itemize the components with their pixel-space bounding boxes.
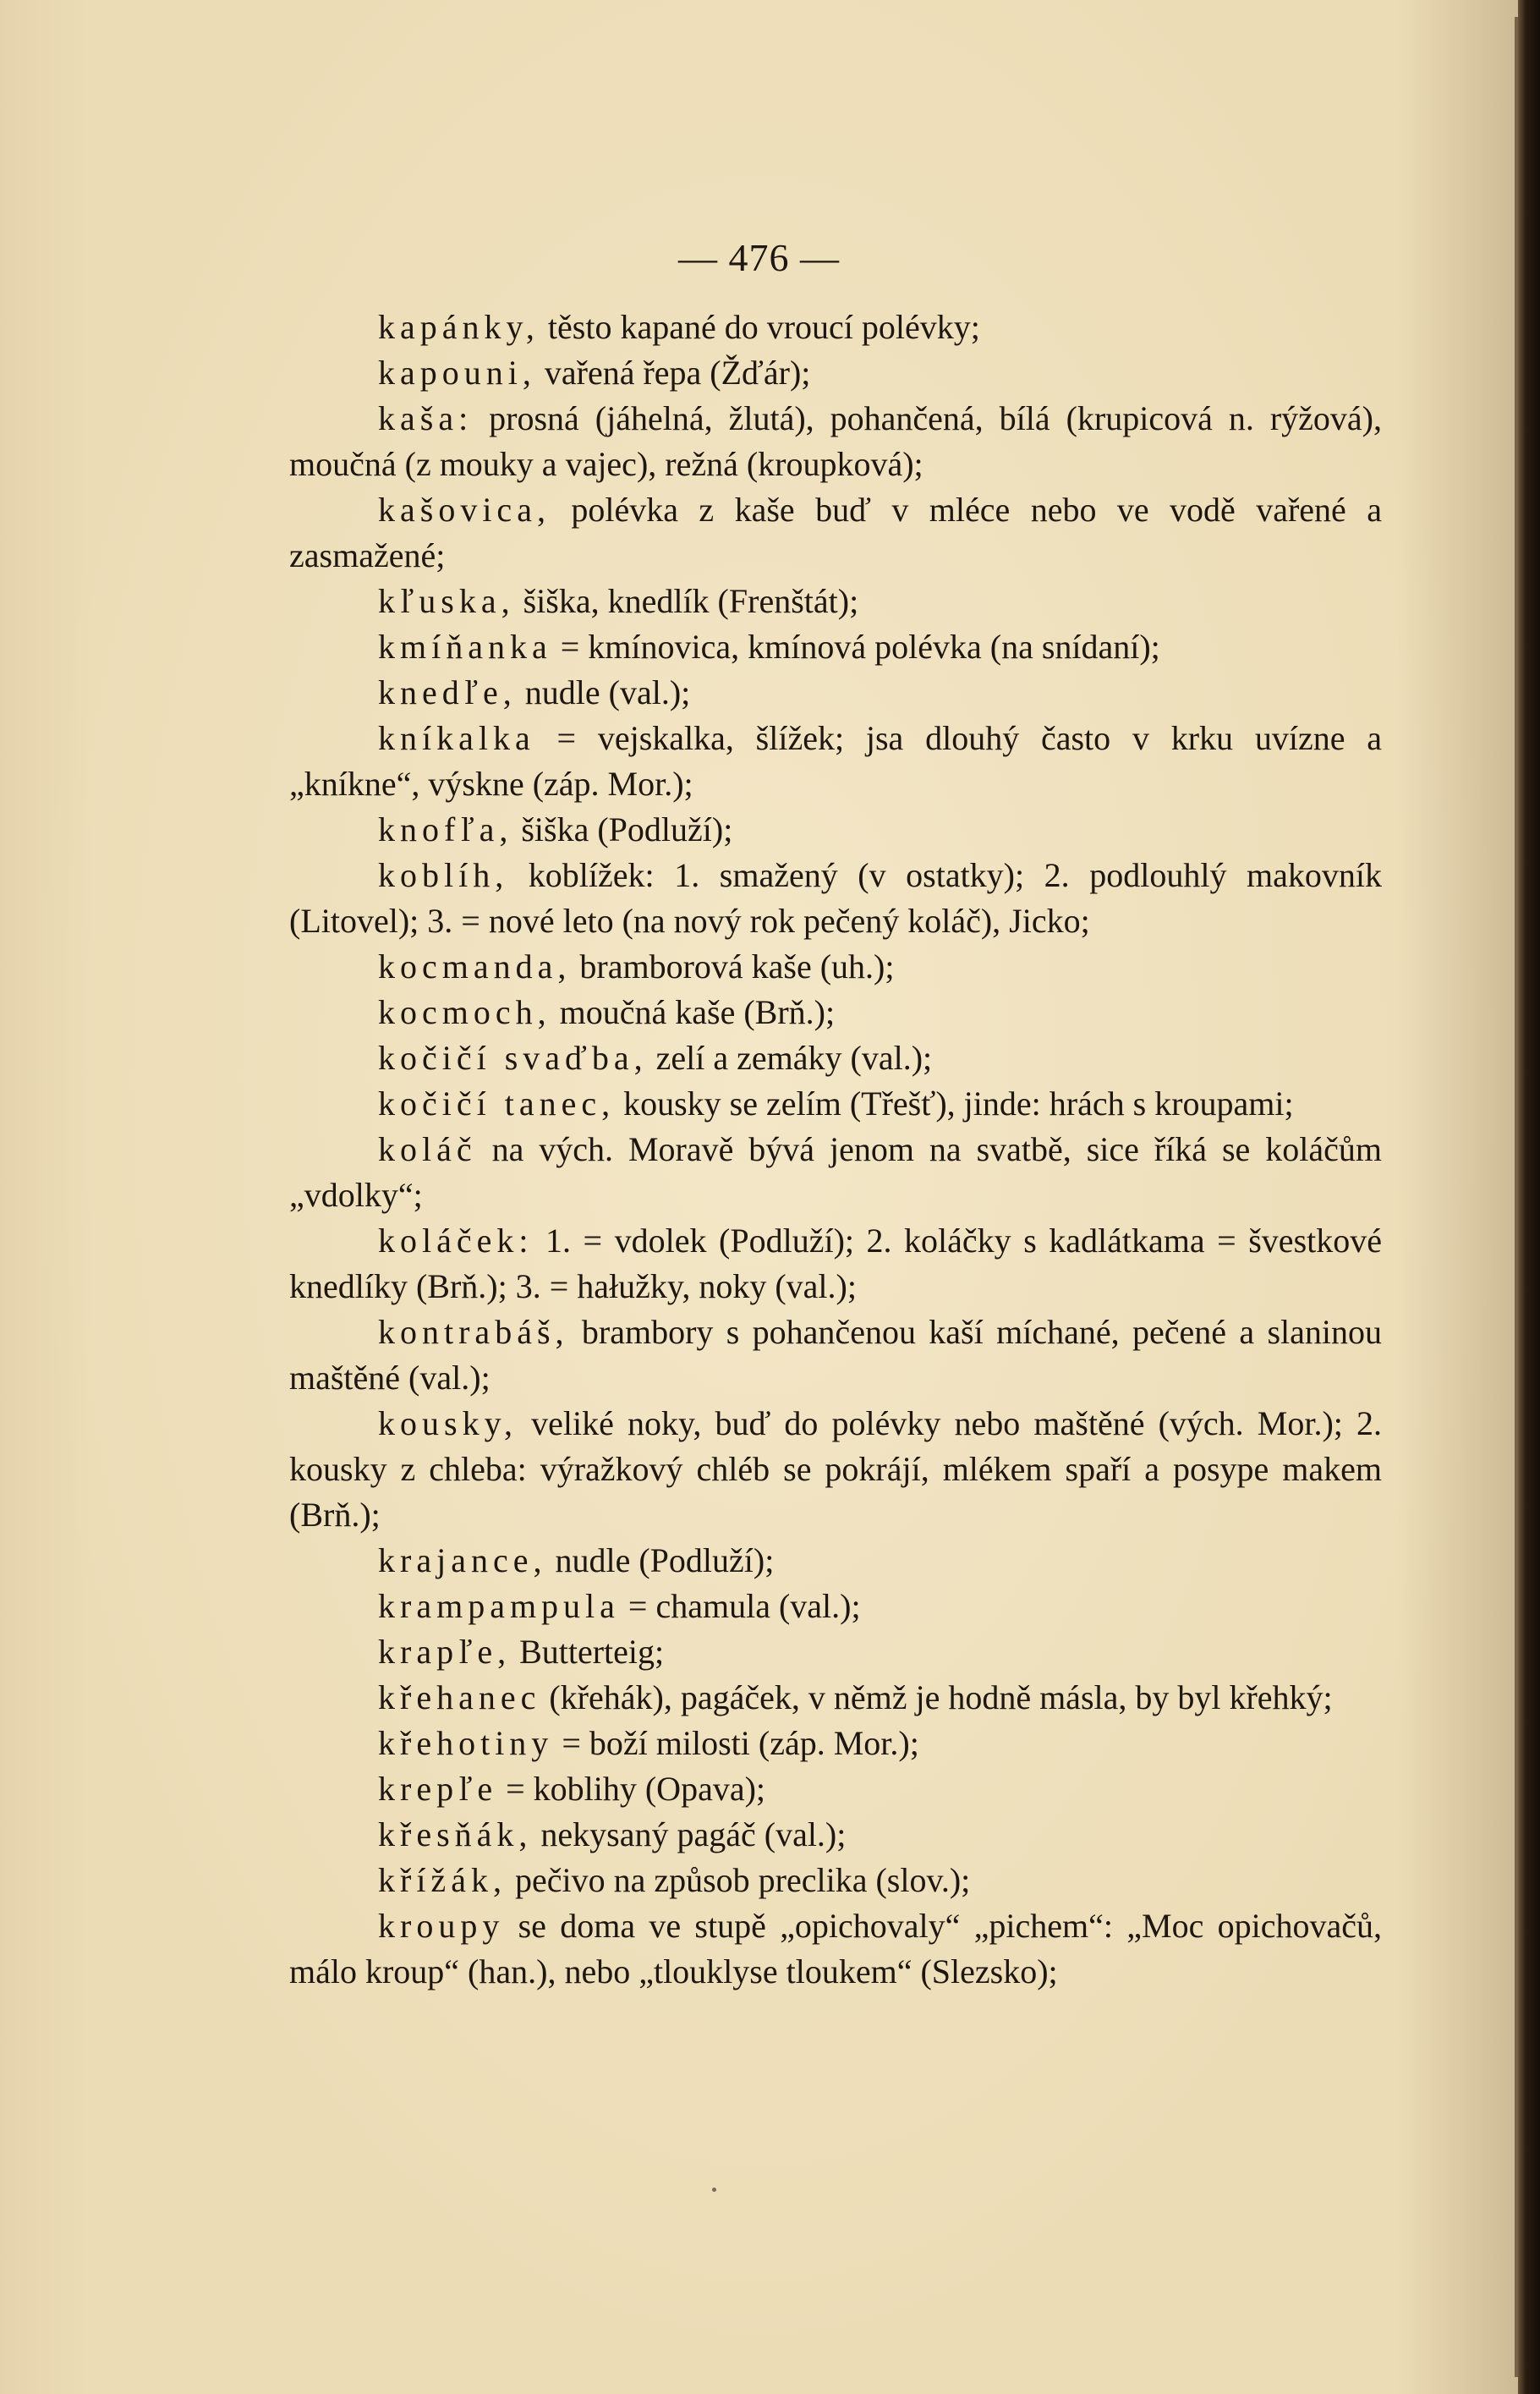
print-speck bbox=[712, 2188, 716, 2192]
entry-kapouni bbox=[289, 350, 1382, 396]
headword: kočičí tanec, bbox=[378, 1084, 616, 1123]
definition: = kmínovica, kmínová polévka (na snídaní); bbox=[551, 628, 1160, 666]
book-gutter bbox=[1518, 0, 1540, 2394]
headword: kníkalka bbox=[378, 719, 535, 757]
definition: Butterteig; bbox=[511, 1633, 665, 1671]
definition: 1. = vdolek (Podluží); 2. koláčky s kadlátkama = švestkové knedlíky (Brň.); 3. = hałužky, noky (val.); bbox=[289, 1222, 1382, 1305]
definition: = vejskalka, šlížek; jsa dlouhý často v krku uvízne a „kníkne“, výskne (záp. Mor.); bbox=[289, 719, 1382, 803]
definition: se doma ve stupě „opichovaly“ „pichem“: „Moc opichovačů, málo kroup“ (han.), nebo „tlouklyse tloukem“ (Slezsko); bbox=[289, 1907, 1382, 1990]
headword: kroupy bbox=[378, 1907, 505, 1945]
headword: koblíh, bbox=[378, 856, 509, 894]
definition: šiška, knedlík (Frenštát); bbox=[514, 582, 859, 620]
entry-kminanka bbox=[289, 624, 1382, 670]
definition: koblížek: 1. smažený (v ostatky); 2. podlouhlý makovník (Litovel); 3. = nové leto (na nový rok pečený koláč), Jicko; bbox=[289, 856, 1382, 940]
headword: kontrabáš, bbox=[378, 1313, 569, 1351]
entry-kocici-svadba bbox=[289, 1035, 1382, 1081]
entry-kocmanda bbox=[289, 944, 1382, 990]
headword: kapouni, bbox=[378, 354, 536, 392]
definition: nudle (val.); bbox=[516, 673, 691, 711]
definition: nudle (Podluží); bbox=[546, 1541, 775, 1579]
definition: vařená řepa (Žďár); bbox=[535, 354, 811, 392]
definition: kousky se zelím (Třešť), jinde: hrách s kroupami; bbox=[615, 1084, 1294, 1123]
entry-kontrabas bbox=[289, 1310, 1382, 1401]
headword: kocmanda, bbox=[378, 947, 572, 986]
entry-kocmoch bbox=[289, 990, 1382, 1035]
dictionary-text bbox=[289, 305, 1382, 1995]
entry-kousky bbox=[289, 1401, 1382, 1538]
definition: (křehák), pagáček, v němž je hodně másla, by byl křehký; bbox=[540, 1678, 1333, 1716]
headword: kaša: bbox=[378, 399, 474, 437]
entry-krapľe bbox=[289, 1629, 1382, 1675]
entry-krehanec bbox=[289, 1675, 1382, 1721]
headword: kapánky, bbox=[378, 308, 540, 346]
definition: těsto kapané do vroucí polévky; bbox=[539, 308, 980, 346]
entry-kasovica bbox=[289, 487, 1382, 579]
entry-koblih bbox=[289, 853, 1382, 944]
definition: brambory s pohančenou kaší míchané, pečené a slaninou maštěné (val.); bbox=[289, 1313, 1382, 1397]
definition: veliké noky, buď do polévky nebo maštěné (vých. Mor.); 2. kousky z chleba: výražkový chléb se pokrájí, mlékem spaří a posype makem (Brň.); bbox=[289, 1404, 1382, 1534]
headword: knofľa, bbox=[378, 810, 513, 848]
definition: = boží milosti (záp. Mor.); bbox=[553, 1724, 919, 1762]
headword: koláč bbox=[378, 1130, 477, 1168]
definition: = chamula (val.); bbox=[619, 1587, 861, 1625]
entry-krampampula bbox=[289, 1584, 1382, 1629]
entry-krajance bbox=[289, 1538, 1382, 1584]
entry-krehotiny bbox=[289, 1721, 1382, 1766]
entry-krizak bbox=[289, 1858, 1382, 1903]
headword: krapľe, bbox=[378, 1633, 512, 1671]
headword: kousky, bbox=[378, 1404, 518, 1442]
headword: kočičí svaďba, bbox=[378, 1039, 648, 1077]
headword: kľuska, bbox=[378, 582, 515, 620]
entry-kroupy bbox=[289, 1903, 1382, 1995]
entry-kreple bbox=[289, 1766, 1382, 1812]
definition: šiška (Podluží); bbox=[512, 810, 733, 848]
headword: křehanec bbox=[378, 1678, 541, 1716]
definition: prosná (jáhelná, žlutá), pohančená, bílá (krupicová n. rýžová), moučná (z mouky a vajec), režná (kroupková); bbox=[289, 399, 1382, 483]
definition: na vých. Moravě bývá jenom na svatbě, sice říká se koláčům „vdolky“; bbox=[289, 1130, 1382, 1214]
headword: knedľe, bbox=[378, 673, 517, 711]
entry-kluska bbox=[289, 579, 1382, 624]
entry-kolac bbox=[289, 1127, 1382, 1218]
entry-kolacek bbox=[289, 1218, 1382, 1310]
headword: křesňák, bbox=[378, 1815, 533, 1853]
headword: křížák, bbox=[378, 1861, 507, 1899]
headword: krampampula bbox=[378, 1587, 620, 1625]
headword: kašovica, bbox=[378, 491, 551, 529]
definition: pečivo na způsob preclika (slov.); bbox=[506, 1861, 971, 1899]
page-number: — 476 — bbox=[678, 236, 840, 279]
definition: = koblihy (Opava); bbox=[497, 1770, 766, 1808]
headword: krajance, bbox=[378, 1541, 547, 1579]
entry-knikalka bbox=[289, 716, 1382, 807]
headword: koláček: bbox=[378, 1222, 534, 1260]
definition: nekysaný pagáč (val.); bbox=[532, 1815, 847, 1853]
entry-knedle bbox=[289, 670, 1382, 716]
headword: křehotiny bbox=[378, 1724, 554, 1762]
headword: kocmoch, bbox=[378, 993, 551, 1031]
entry-knofla bbox=[289, 807, 1382, 853]
entry-kresnak bbox=[289, 1812, 1382, 1858]
entry-kasa bbox=[289, 396, 1382, 487]
entry-kapanky bbox=[289, 305, 1382, 350]
definition: bramborová kaše (uh.); bbox=[571, 947, 895, 986]
entry-kocici-tanec bbox=[289, 1081, 1382, 1127]
headword: kmíňanka bbox=[378, 628, 552, 666]
definition: moučná kaše (Brň.); bbox=[551, 993, 836, 1031]
definition: zelí a zemáky (val.); bbox=[647, 1039, 933, 1077]
definition: polévka z kaše buď v mléce nebo ve vodě vařené a zasmažené; bbox=[289, 491, 1382, 574]
headword: krepľe bbox=[378, 1770, 498, 1808]
